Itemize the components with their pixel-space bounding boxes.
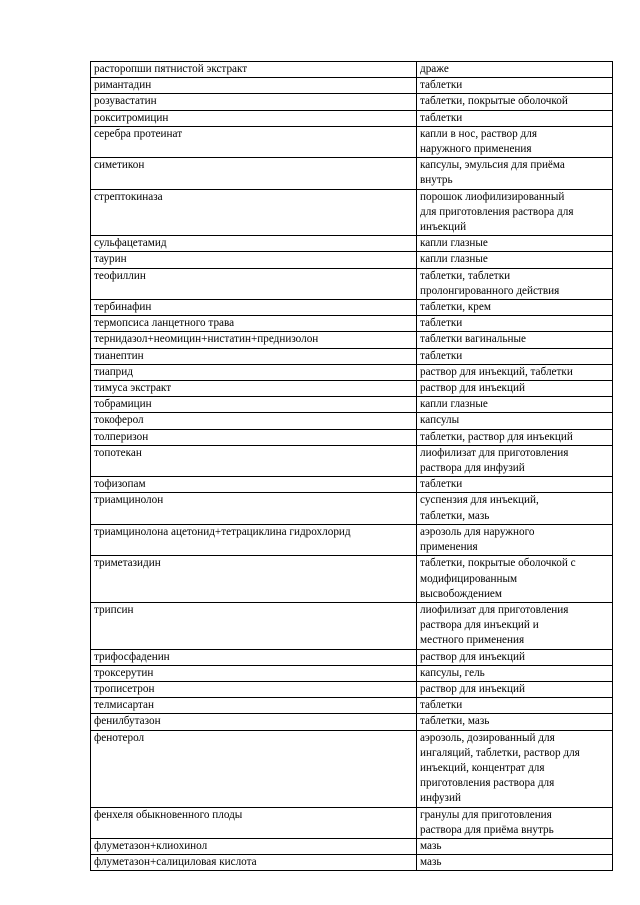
dosage-form-cell: капли глазные [417,397,613,413]
drug-name-cell: сульфацетамид [91,236,417,252]
table-row [91,602,613,649]
drug-name-cell: термопсиса ланцетного трава [91,316,417,332]
dosage-form-cell: капсулы, эмульсия для приёма внутрь [417,158,613,189]
table-row [91,397,613,413]
table-row [91,110,613,126]
dosage-form-cell: таблетки [417,477,613,493]
drug-name-cell: трипсин [91,602,417,649]
drug-name-cell: тофизопам [91,477,417,493]
drug-name-cell: триамцинолон [91,493,417,524]
table-row [91,730,613,807]
dosage-form-cell: мазь [417,838,613,854]
drug-name-cell: расторопши пятнистой экстракт [91,62,417,78]
table-row [91,838,613,854]
drug-name-cell: римантадин [91,78,417,94]
table-row [91,381,613,397]
dosage-form-cell: мазь [417,855,613,871]
drug-name-cell: серебра протеинат [91,126,417,157]
dosage-form-cell: таблетки вагинальные [417,332,613,348]
drug-name-cell: флуметазон+клиохинол [91,838,417,854]
table-row [91,493,613,524]
drug-name-cell: триметазидин [91,556,417,603]
drug-table [90,61,613,871]
drug-table-body [91,62,613,871]
table-row [91,364,613,380]
dosage-form-cell: раствор для инъекций [417,681,613,697]
dosage-form-cell: таблетки, раствор для инъекций [417,429,613,445]
table-row [91,348,613,364]
table-row [91,681,613,697]
table-row [91,236,613,252]
dosage-form-cell: порошок лиофилизированный для приготовления раствора для инъекций [417,189,613,236]
dosage-form-cell: гранулы для приготовления раствора для приёма внутрь [417,807,613,838]
dosage-form-cell: аэрозоль, дозированный для ингаляций, таблетки, раствор для инъекций, концентрат для приготовления раствора для инфузий [417,730,613,807]
dosage-form-cell: таблетки, покрытые оболочкой [417,94,613,110]
drug-name-cell: тианептин [91,348,417,364]
dosage-form-cell: лиофилизат для приготовления раствора для инфузий [417,445,613,476]
drug-name-cell: тернидазол+неомицин+нистатин+преднизолон [91,332,417,348]
table-row [91,665,613,681]
dosage-form-cell: таблетки [417,110,613,126]
dosage-form-cell: таблетки, таблетки пролонгированного действия [417,268,613,299]
dosage-form-cell: таблетки [417,78,613,94]
table-row [91,78,613,94]
drug-name-cell: тобрамицин [91,397,417,413]
table-row [91,413,613,429]
table-row [91,807,613,838]
drug-name-cell: фенилбутазон [91,714,417,730]
table-row [91,429,613,445]
table-row [91,445,613,476]
drug-name-cell: тербинафин [91,300,417,316]
table-row [91,855,613,871]
drug-name-cell: толперизон [91,429,417,445]
dosage-form-cell: таблетки [417,316,613,332]
dosage-form-cell: суспензия для инъекций, таблетки, мазь [417,493,613,524]
dosage-form-cell: таблетки, крем [417,300,613,316]
dosage-form-cell: раствор для инъекций [417,381,613,397]
dosage-form-cell: таблетки [417,348,613,364]
dosage-form-cell: капсулы, гель [417,665,613,681]
drug-name-cell: теофиллин [91,268,417,299]
table-row [91,698,613,714]
dosage-form-cell: лиофилизат для приготовления раствора для инъекций и местного применения [417,602,613,649]
dosage-form-cell: капли глазные [417,252,613,268]
table-row [91,300,613,316]
drug-name-cell: токоферол [91,413,417,429]
dosage-form-cell: раствор для инъекций [417,649,613,665]
table-row [91,252,613,268]
drug-name-cell: тимуса экстракт [91,381,417,397]
dosage-form-cell: капли глазные [417,236,613,252]
drug-name-cell: симетикон [91,158,417,189]
table-row [91,714,613,730]
drug-name-cell: трифосфаденин [91,649,417,665]
table-row [91,477,613,493]
drug-name-cell: таурин [91,252,417,268]
table-row [91,62,613,78]
drug-name-cell: троксерутин [91,665,417,681]
dosage-form-cell: раствор для инъекций, таблетки [417,364,613,380]
table-row [91,556,613,603]
drug-name-cell: фенхеля обыкновенного плоды [91,807,417,838]
drug-name-cell: трописетрон [91,681,417,697]
table-row [91,649,613,665]
table-row [91,94,613,110]
table-row [91,316,613,332]
dosage-form-cell: таблетки, покрытые оболочкой с модифицированным высвобождением [417,556,613,603]
dosage-form-cell: аэрозоль для наружного применения [417,524,613,555]
table-row [91,189,613,236]
table-row [91,332,613,348]
dosage-form-cell: капли в нос, раствор для наружного применения [417,126,613,157]
drug-name-cell: рокситромицин [91,110,417,126]
document-page [90,61,611,871]
drug-name-cell: розувастатин [91,94,417,110]
dosage-form-cell: таблетки [417,698,613,714]
table-row [91,524,613,555]
drug-name-cell: флуметазон+салициловая кислота [91,855,417,871]
table-row [91,158,613,189]
drug-name-cell: стрептокиназа [91,189,417,236]
drug-name-cell: телмисартан [91,698,417,714]
drug-name-cell: фенотерол [91,730,417,807]
dosage-form-cell: таблетки, мазь [417,714,613,730]
table-row [91,268,613,299]
drug-name-cell: тиаприд [91,364,417,380]
dosage-form-cell: драже [417,62,613,78]
table-row [91,126,613,157]
drug-name-cell: триамцинолона ацетонид+тетрациклина гидрохлорид [91,524,417,555]
dosage-form-cell: капсулы [417,413,613,429]
drug-name-cell: топотекан [91,445,417,476]
